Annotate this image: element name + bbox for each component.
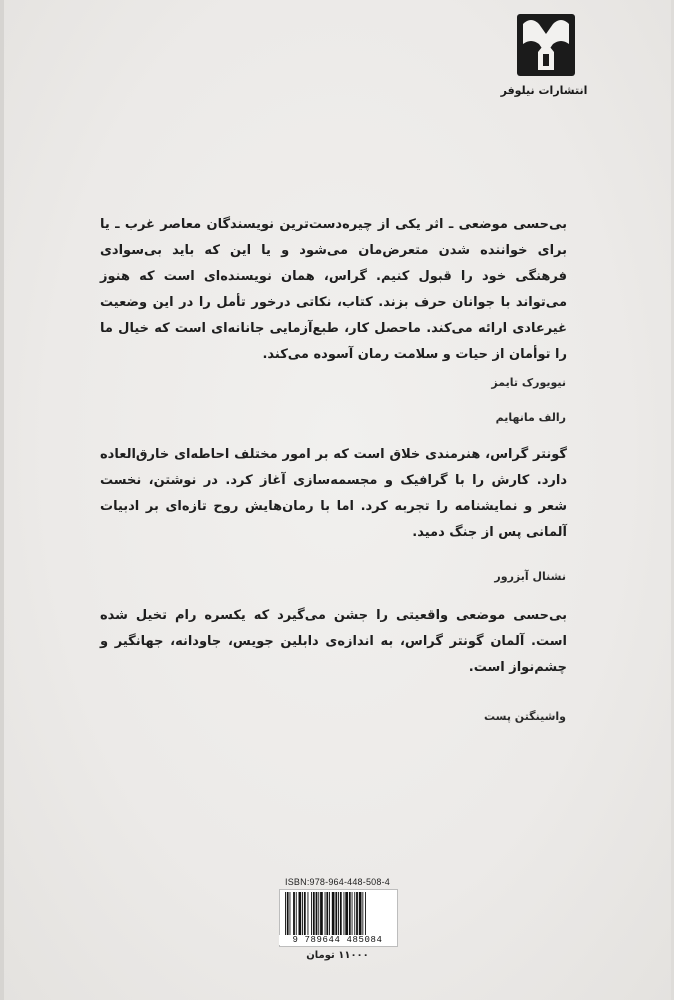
tulip-book-logo-icon (517, 14, 575, 76)
review-source-3: واشینگتن پست (484, 710, 566, 723)
review-author-1: رالف مانهایم (495, 411, 566, 424)
publisher-name: انتشارات نیلوفر (500, 84, 588, 97)
isbn-barcode-area (279, 877, 396, 967)
review-source-1: نیویورک تایمز (491, 376, 566, 389)
isbn-label: ISBN:978-964-448-508-4 (285, 877, 390, 887)
review-text-3: بی‌حسی موضعی واقعیتی را جشن می‌گیرد که یکسره رام تخیل شده است. آلمان گونتر گراس، به اندازه‌ی دابلین جویس، جاودانه، جهانگیر و چشم‌نواز است. (100, 608, 567, 675)
review-text-1: بی‌حسی موضعی ـ اثر یکی از چیره‌دست‌ترین نویسندگان معاصر غرب ـ یا برای خواننده شدن متعرض‌مان می‌شود و یا این که باید بی‌سوادی فرهنگی خود را قبول کنیم. گراس، همان نویسنده‌ای است که هنوز می‌تواند با جوانان حرف بزند. کتاب، نکاتی درخور تأمل را در این وضعیت غیرعادی ارائه می‌کند. ماحصل کار، طبع‌آزمایی جانانه‌ای است که خیال ما را توأمان از حیات و سلامت رمان آسوده می‌کند. (100, 217, 567, 362)
review-source-2: نشنال آبزرور (494, 570, 566, 583)
cover-edge-left (0, 0, 4, 1000)
price-label: ۱۱۰۰۰ تومان (306, 950, 369, 961)
barcode-digits: 9 789644 485084 (279, 935, 396, 945)
barcode-bars (281, 892, 396, 936)
review-text-2: گونتر گراس، هنرمندی خلاق است که بر امور مختلف احاطه‌ای خارق‌العاده دارد. کارش را با گرافیک و مجسمه‌سازی آغاز کرد. در نوشتن، نخست شعر و نمایشنامه را تجربه کرد. اما با رمان‌هایش روح تازه‌ای بر ادبیات آلمانی پس از جنگ دمید. (100, 447, 567, 540)
